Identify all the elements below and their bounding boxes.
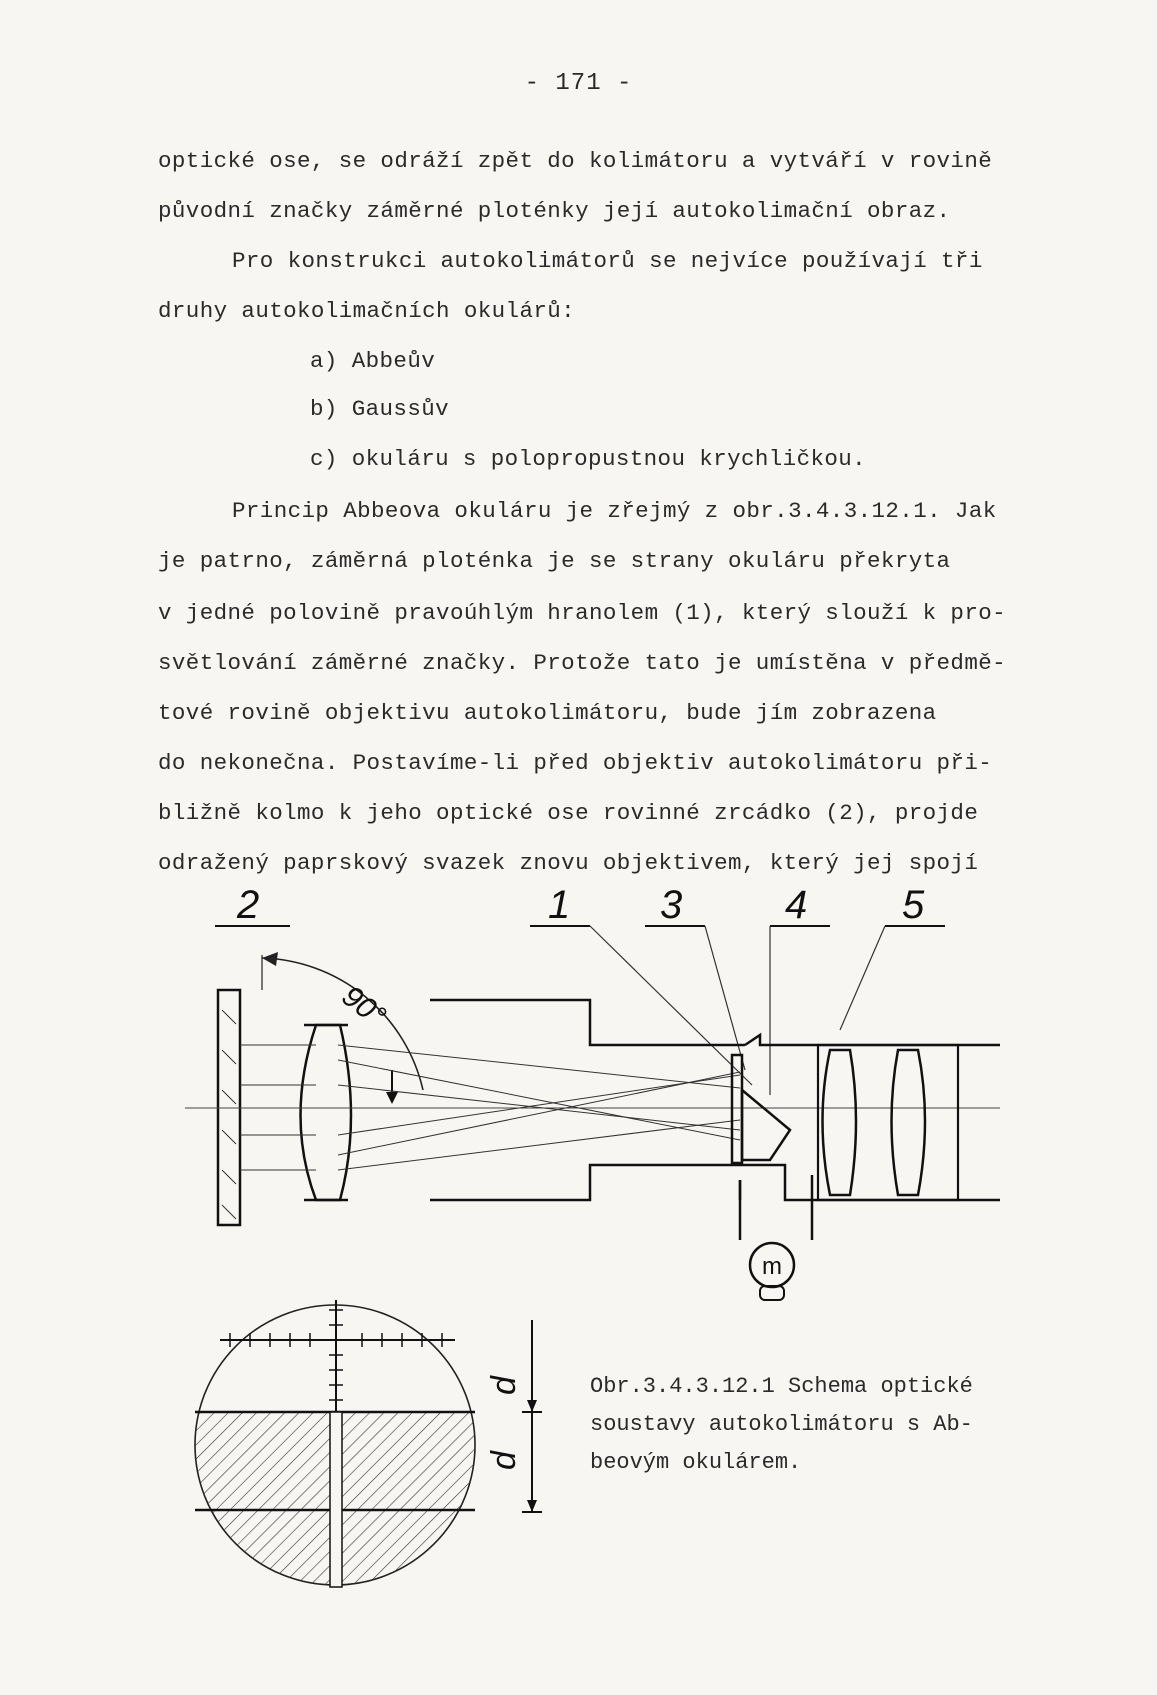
- text-line: tové rovině objektivu autokolimátoru, bude jím zobrazena: [158, 700, 937, 726]
- dimension-label-lower: d: [485, 1451, 523, 1470]
- text-line: optické ose, se odráží zpět do kolimátoru a vytváří v rovině: [158, 148, 993, 174]
- text-line: do nekonečna. Postavíme-li před objektiv autokolimátoru při-: [158, 750, 993, 776]
- figure-caption-line: beovým okulárem.: [590, 1450, 802, 1475]
- label-4: 4: [785, 883, 808, 927]
- figure-caption-line: Obr.3.4.3.12.1 Schema optické: [590, 1374, 973, 1399]
- text-line: bližně kolmo k jeho optické ose rovinné zrcádko (2), projde: [158, 800, 979, 826]
- text-line: c) okuláru s polopropustnou krychličkou.: [310, 446, 867, 472]
- text-line: druhy autokolimačních okulárů:: [158, 298, 576, 324]
- text-line: odražený paprskový svazek znovu objektivem, který jej spojí: [158, 850, 979, 876]
- label-3: 3: [660, 883, 683, 927]
- label-1: 1: [548, 883, 571, 927]
- objective-lens: [301, 1025, 352, 1200]
- label-5: 5: [902, 883, 925, 927]
- text-line: Pro konstrukci autokolimátorů se nejvíce používají tři: [232, 248, 983, 274]
- text-line: a) Abbeův: [310, 348, 436, 374]
- page-number: - 171 -: [524, 70, 633, 97]
- eyepiece-lens-2: [892, 1050, 926, 1195]
- eyepiece-lens-1: [823, 1050, 857, 1195]
- dimension-label-upper: d: [485, 1376, 523, 1395]
- label-2: 2: [237, 883, 260, 927]
- figure-caption-line: soustavy autokolimátoru s Ab-: [590, 1412, 973, 1437]
- prism: [742, 1090, 790, 1160]
- text-line: Princip Abbeova okuláru je zřejmý z obr.3.4.3.12.1. Jak: [232, 498, 997, 524]
- text-line: původní značky záměrné ploténky její autokolimační obraz.: [158, 198, 951, 224]
- text-line: b) Gaussův: [310, 396, 450, 422]
- text-line: je patrno, záměrná ploténka je se strany okuláru překryta: [158, 548, 951, 574]
- svg-text:m: m: [762, 1253, 782, 1280]
- text-line: v jedné polovině pravoúhlým hranolem (1), který slouží k pro-: [158, 600, 1007, 626]
- reticle-plate: [732, 1055, 742, 1163]
- text-line: světlování záměrné značky. Protože tato je umístěna v předmě-: [158, 650, 1007, 676]
- angle-label: 90°: [335, 979, 392, 1034]
